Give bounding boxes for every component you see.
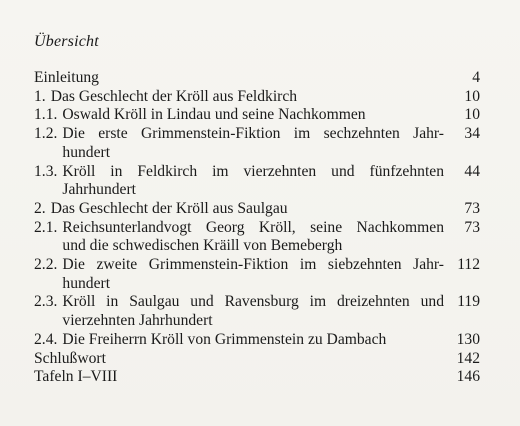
toc-entry (34, 106, 480, 125)
toc-entry-title (62, 181, 444, 200)
table-of-contents (34, 69, 480, 387)
toc-entry (34, 293, 480, 312)
toc-entry-title-line: vierzehnten Jahrhundert (62, 312, 213, 330)
toc-entry-number: 2. (34, 199, 46, 217)
toc-entry-page: 73 (464, 199, 480, 217)
toc-entry-title (62, 331, 444, 350)
toc-entry-number: 2.2. (34, 256, 58, 274)
toc-entry-title (62, 293, 444, 312)
toc-entry-title-line: Jahrhundert (62, 181, 137, 199)
toc-entry (34, 88, 480, 107)
toc-entry-title-line: hundert (62, 274, 111, 292)
toc-entry-title (62, 163, 444, 182)
toc-entry-page: 142 (456, 349, 480, 367)
toc-entry-number: 2.3. (34, 293, 58, 311)
toc-entry-continuation (34, 237, 480, 256)
toc-entry-title (34, 69, 444, 88)
toc-entry-title (62, 125, 444, 144)
toc-entry-page: 10 (464, 87, 480, 105)
toc-entry-title-line: hundert (62, 143, 111, 161)
toc-entry-page: 146 (456, 368, 480, 386)
toc-entry-page: 44 (464, 162, 480, 180)
toc-entry-continuation (34, 181, 480, 200)
toc-entry-title (62, 237, 444, 256)
toc-entry-page: 112 (457, 256, 480, 274)
toc-entry-title (51, 200, 444, 219)
toc-entry-title (34, 368, 444, 387)
toc-entry-number: 2.1. (34, 218, 58, 236)
toc-entry (34, 163, 480, 182)
toc-entry-page: 73 (464, 218, 480, 236)
toc-entry-title-line: Reichsunterlandvogt Georg Kröll, seine Nachkommen (62, 218, 444, 236)
toc-entry-page: 4 (472, 69, 480, 86)
toc-entry-title (62, 256, 444, 275)
toc-entry-title-line: Die Freiherrn Kröll von Grimmenstein zu Dambach (62, 330, 387, 348)
toc-entry-title (62, 106, 444, 125)
toc-entry (34, 350, 480, 369)
toc-entry-title (62, 312, 444, 331)
toc-entry-page: 10 (464, 106, 480, 124)
toc-entry-page: 130 (456, 330, 480, 348)
toc-entry-title-line: Das Geschlecht der Kröll aus Feldkirch (50, 87, 298, 105)
toc-entry-title (62, 144, 444, 163)
toc-entry-title (62, 219, 444, 238)
toc-entry (34, 368, 480, 387)
toc-entry-title-line: Kröll in Saulgau und Ravensburg im dreizehnten und (62, 293, 444, 311)
toc-entry (34, 200, 480, 219)
toc-entry-page: 34 (464, 125, 480, 143)
toc-entry-continuation (34, 275, 480, 294)
toc-entry-title-line: und die schwedischen Kräill von Bemebergh (62, 237, 343, 255)
toc-entry-title-line: Tafeln I–VIII (34, 368, 118, 386)
toc-entry-title-line: Die erste Grimmenstein-Fiktion im sechzehnten Jahr- (62, 125, 444, 143)
toc-entry-number: 2.4. (34, 330, 58, 348)
toc-entry-title-line: Einleitung (34, 69, 99, 86)
toc-entry-number: 1.3. (34, 162, 58, 180)
toc-entry (34, 125, 480, 144)
toc-entry (34, 331, 480, 350)
toc-entry (34, 256, 480, 275)
toc-entry-title-line: Schlußwort (34, 349, 106, 367)
toc-entry-number: 1. (34, 87, 46, 105)
toc-entry-title-line: Kröll in Feldkirch im vierzehnten und fünfzehnten (62, 162, 444, 180)
toc-entry-continuation (34, 144, 480, 163)
toc-entry-page: 119 (457, 293, 480, 311)
toc-entry-number: 1.1. (34, 106, 58, 124)
toc-entry-title-line: Oswald Kröll in Lindau und seine Nachkommen (62, 106, 366, 124)
toc-entry (34, 219, 480, 238)
toc-heading: Übersicht (34, 33, 99, 50)
toc-entry-title-line: Die zweite Grimmenstein-Fiktion im siebzehnten Jahr- (62, 256, 444, 274)
toc-entry (34, 69, 480, 88)
toc-entry-title (51, 88, 444, 107)
toc-entry-title (34, 350, 444, 369)
toc-entry-number: 1.2. (34, 125, 58, 143)
toc-entry-continuation (34, 312, 480, 331)
toc-entry-title (62, 275, 444, 294)
toc-entry-title-line: Das Geschlecht der Kröll aus Saulgau (50, 199, 288, 217)
